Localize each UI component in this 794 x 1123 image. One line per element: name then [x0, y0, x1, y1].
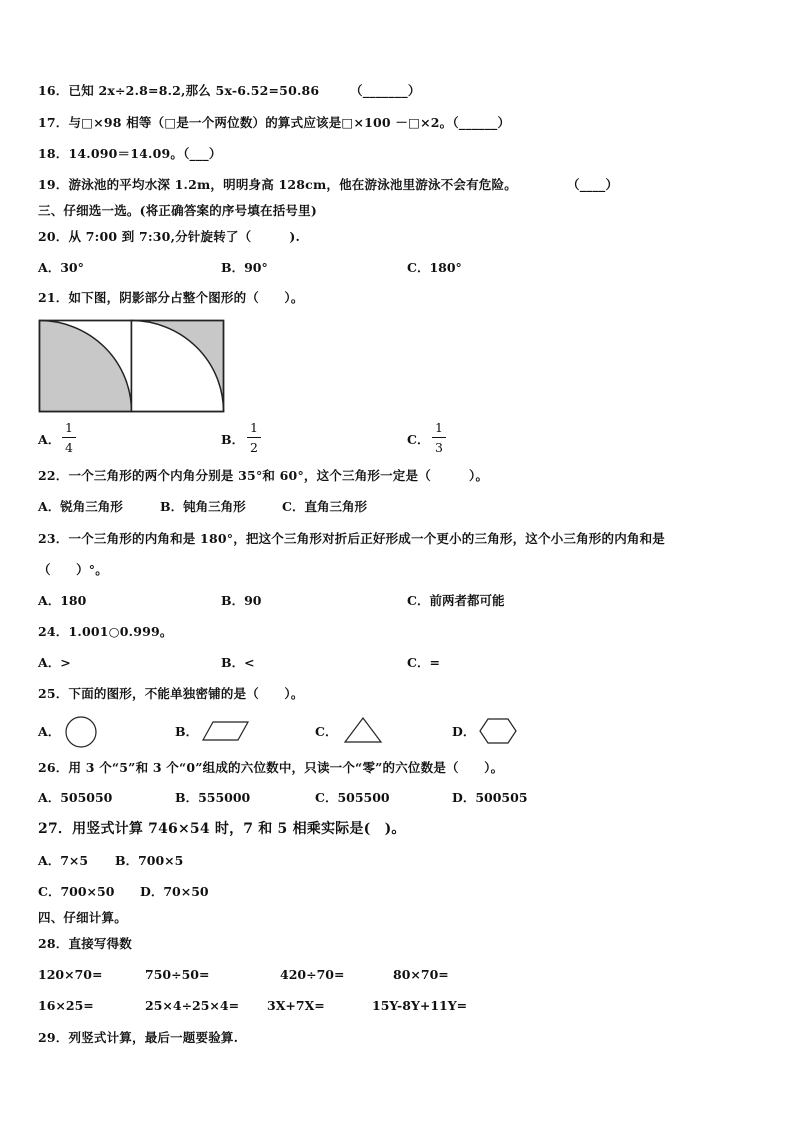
answer-paren-19[interactable]: （____）	[567, 177, 619, 192]
question-18: 18．14.090＝14.09。（___）	[38, 146, 222, 161]
question-21: 21．如下图，阴影部分占整个图形的（ ）。	[38, 290, 304, 305]
option-23-a[interactable]: A．180	[38, 593, 87, 608]
parallelogram-shape	[202, 720, 250, 742]
answer-paren-16[interactable]: （_______）	[350, 83, 421, 98]
option-21-a-label[interactable]: A．	[38, 432, 61, 447]
question-20: 20．从 7:00 到 7:30,分针旋转了（ ).	[38, 229, 301, 244]
option-27-b[interactable]: B．700×5	[115, 853, 184, 868]
question-23-cont: （ ）°。	[38, 562, 108, 577]
question-19: 19．游泳池的平均水深 1.2m，明明身高 128cm，他在游泳池里游泳不会有危险。	[38, 177, 517, 192]
fraction-denominator: 4	[65, 440, 73, 455]
question-16: 16．已知 2x÷2.8=8.2,那么 5x-6.52=50.86	[38, 83, 320, 98]
fraction-denominator: 2	[250, 440, 258, 455]
option-25-c[interactable]: C．	[315, 724, 338, 739]
question-28: 28．直接写得数	[38, 936, 132, 951]
calc-item: 3X+7X=	[267, 998, 325, 1013]
question-25: 25．下面的图形，不能单独密铺的是（ ）。	[38, 686, 304, 701]
option-25-d[interactable]: D．	[452, 724, 476, 739]
question-24: 24．1.001○0.999。	[38, 624, 173, 639]
option-24-c[interactable]: C．=	[407, 655, 440, 670]
option-26-a[interactable]: A．505050	[38, 790, 113, 805]
calc-item: 750÷50=	[145, 967, 210, 982]
option-21-c-label[interactable]: C．	[407, 432, 430, 447]
hexagon-shape	[478, 718, 518, 744]
option-22-c[interactable]: C．直角三角形	[282, 499, 367, 514]
question-22: 22．一个三角形的两个内角分别是 35°和 60°，这个三角形一定是（ ）。	[38, 468, 489, 483]
option-25-b[interactable]: B．	[175, 724, 199, 739]
option-22-b[interactable]: B．钝角三角形	[160, 499, 246, 514]
question-27: 27．用竖式计算 746×54 时，7 和 5 相乘实际是( )。	[38, 821, 406, 837]
option-26-b[interactable]: B．555000	[175, 790, 251, 805]
option-23-c[interactable]: C．前两者都可能	[407, 593, 505, 608]
calc-item: 15Y-8Y+11Y=	[372, 998, 468, 1013]
calc-item: 25×4÷25×4=	[145, 998, 240, 1013]
fraction-numerator: 1	[435, 420, 443, 435]
option-23-b[interactable]: B．90	[221, 593, 262, 608]
fraction-one-third	[432, 421, 446, 455]
triangle-shape	[343, 716, 383, 744]
option-20-b[interactable]: B．90°	[221, 260, 268, 275]
fraction-numerator: 1	[250, 420, 258, 435]
section-4-heading: 四、仔细计算。	[38, 910, 127, 925]
calc-item: 16×25=	[38, 998, 94, 1013]
question-26: 26．用 3 个“5”和 3 个“0”组成的六位数中，只读一个“零”的六位数是（ ）。	[38, 760, 504, 775]
question-29: 29．列竖式计算，最后一题要验算.	[38, 1030, 239, 1045]
option-27-c[interactable]: C．700×50	[38, 884, 115, 899]
option-25-a[interactable]: A．	[38, 724, 61, 739]
fraction-numerator: 1	[65, 420, 73, 435]
option-26-c[interactable]: C．505500	[315, 790, 390, 805]
option-21-b-label[interactable]: B．	[221, 432, 245, 447]
fraction-one-half	[247, 421, 261, 455]
calc-item: 420÷70=	[280, 967, 345, 982]
question-23: 23．一个三角形的内角和是 180°，把这个三角形对折后正好形成一个更小的三角形，这个小三角形的内角和是	[38, 531, 665, 546]
option-24-b[interactable]: B．<	[221, 655, 255, 670]
option-26-d[interactable]: D．500505	[452, 790, 528, 805]
fraction-one-quarter	[62, 421, 76, 455]
circle-shape	[65, 715, 99, 749]
option-27-d[interactable]: D．70×50	[140, 884, 209, 899]
fraction-denominator: 3	[435, 440, 443, 455]
calc-item: 120×70=	[38, 967, 103, 982]
option-20-a[interactable]: A．30°	[38, 260, 84, 275]
shaded-figure	[38, 319, 226, 414]
option-24-a[interactable]: A．>	[38, 655, 71, 670]
option-22-a[interactable]: A．锐角三角形	[38, 499, 123, 514]
calc-item: 80×70=	[393, 967, 449, 982]
question-17: 17．与□×98 相等（□是一个两位数）的算式应该是□×100 －□×2。（______）	[38, 115, 511, 130]
section-3-heading: 三、仔细选一选。(将正确答案的序号填在括号里)	[38, 203, 317, 218]
option-27-a[interactable]: A．7×5	[38, 853, 89, 868]
option-20-c[interactable]: C．180°	[407, 260, 462, 275]
